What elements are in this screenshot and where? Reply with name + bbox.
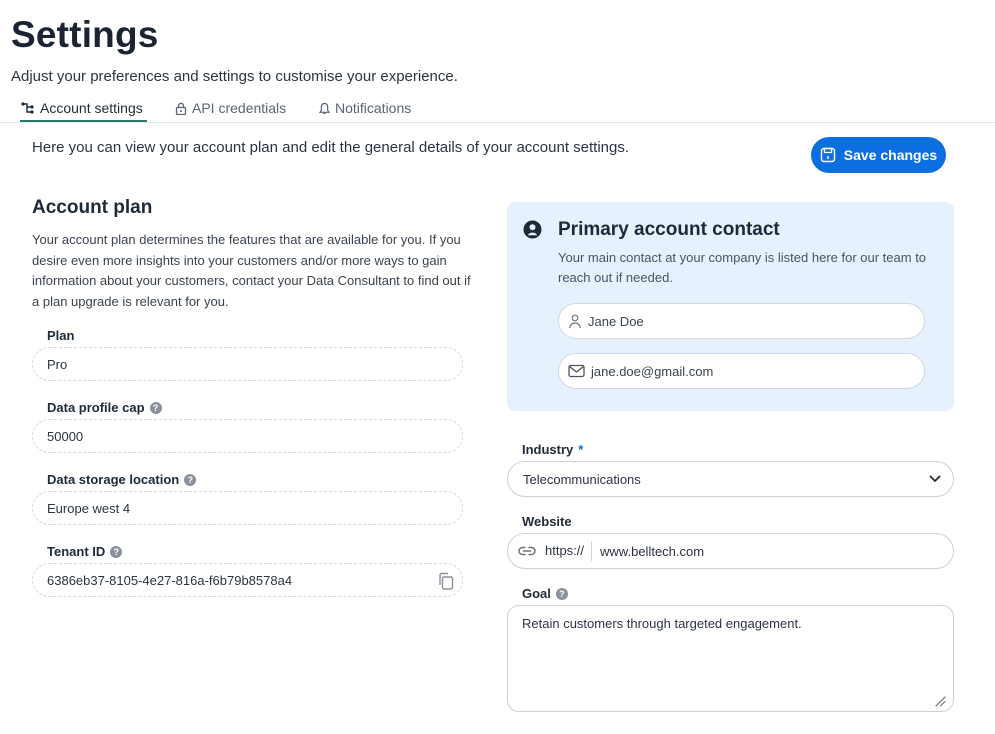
tab-account-settings[interactable]	[21, 100, 143, 116]
copy-icon[interactable]	[437, 572, 455, 590]
help-icon[interactable]: ?	[150, 402, 162, 414]
industry-label: Industry *	[522, 442, 584, 457]
bell-icon	[319, 102, 330, 115]
data-storage-location-label: Data storage location ?	[47, 472, 196, 487]
link-icon	[517, 545, 537, 557]
data-storage-location-field: Europe west 4	[32, 491, 463, 525]
primary-contact-description: Your main contact at your company is listed here for our team to reach out if needed.	[558, 250, 927, 285]
tab-label: API credentials	[192, 100, 287, 116]
tab-bar	[0, 96, 995, 123]
chevron-down-icon	[929, 475, 941, 483]
active-tab-indicator	[20, 120, 147, 122]
plan-label: Plan	[47, 328, 75, 343]
account-plan-description: Your account plan determines the features that are available for you. If you desire even more insights into your customers and/or more ways to gain information about your customers, contact your Data Consultant to find out if a plan upgrade is relevant for you.	[32, 232, 471, 309]
tab-label: Notifications	[335, 100, 412, 116]
user-circle-icon	[523, 220, 542, 239]
tenant-id-field: 6386eb37-8105-4e27-816a-f6b79b8578a4	[32, 563, 463, 597]
goal-label: Goal ?	[522, 586, 568, 601]
mail-icon	[568, 364, 585, 378]
tab-label: Account settings	[40, 100, 143, 116]
resize-handle-icon[interactable]	[934, 695, 946, 707]
page-title: Settings	[11, 14, 159, 55]
plan-field: Pro	[32, 347, 463, 381]
save-changes-label: Save changes	[843, 147, 938, 163]
primary-contact-title: Primary account contact	[558, 219, 780, 240]
tab-api-credentials[interactable]	[175, 100, 286, 116]
help-icon[interactable]: ?	[184, 474, 196, 486]
person-icon	[568, 313, 582, 329]
account-plan-title: Account plan	[32, 197, 153, 218]
goal-textarea[interactable]: Retain customers through targeted engagement.	[507, 605, 954, 712]
website-label: Website	[522, 514, 572, 529]
intro-text: Here you can view your account plan and edit the general details of your account settings.	[32, 139, 630, 156]
data-profile-cap-label: Data profile cap ?	[47, 400, 162, 415]
tenant-id-label: Tenant ID ?	[47, 544, 122, 559]
save-changes-button[interactable]	[811, 137, 946, 173]
tree-icon	[21, 102, 35, 114]
contact-name-input[interactable]: Jane Doe	[558, 303, 925, 339]
save-icon	[820, 147, 836, 163]
contact-email-input[interactable]: jane.doe@gmail.com	[558, 353, 925, 389]
url-prefix: https://	[545, 541, 592, 561]
required-mark: *	[578, 442, 584, 457]
data-profile-cap-field: 50000	[32, 419, 463, 453]
website-input[interactable]	[507, 533, 954, 569]
lock-icon	[175, 102, 187, 115]
help-icon[interactable]: ?	[556, 588, 568, 600]
website-value: www.belltech.com	[600, 543, 705, 559]
industry-select[interactable]: Telecommunications	[507, 461, 954, 497]
help-icon[interactable]: ?	[110, 546, 122, 558]
tab-notifications[interactable]	[319, 100, 411, 116]
page-subtitle: Adjust your preferences and settings to customise your experience.	[11, 68, 458, 85]
